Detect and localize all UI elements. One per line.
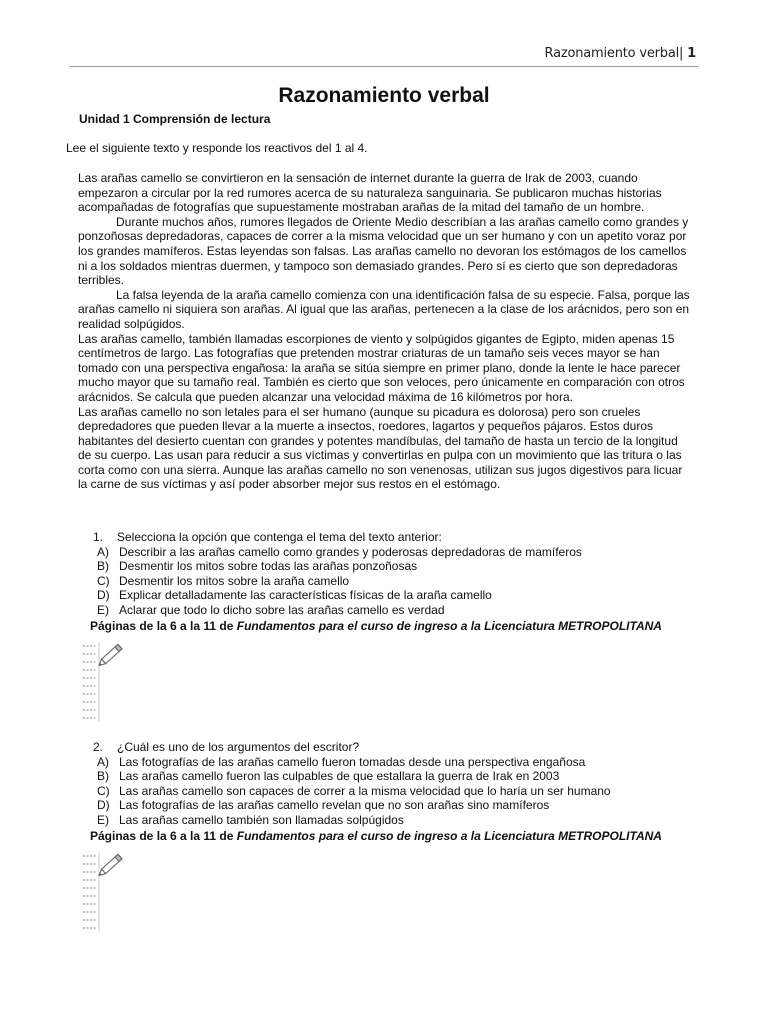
option-letter: A) [97, 754, 109, 769]
reading-paragraph: Las arañas camello, también llamadas escorpiones de viento y solpúgidos gigantes de Egipto, miden apenas 15 centímetros de largo. Las fotografías que pretenden mostrar criaturas de un tamaño seis veces mayor se han tomado con una perspectiva engañosa: la araña se sitúa siempre en primer plano, donde la lente le hace parecer mucho mayor que su tamaño real. También es cierto que son veloces, pero únicamente en comparación con otros arácnidos. Se calcula que pueden alcanzar una velocidad máxima de 16 kilómetros por hora. [78, 331, 685, 404]
notepad-pencil-icon [80, 848, 130, 934]
option-text: Describir a las arañas camello como grandes y poderosas depredadoras de mamíferos [119, 544, 582, 559]
answer-option[interactable] [90, 769, 710, 784]
option-text: Las fotografías de las arañas camello revelan que no son arañas sino mamíferos [119, 798, 550, 813]
question-text: ¿Cuál es uno de los argumentos del escritor? [117, 740, 360, 754]
question-number: 1. [93, 530, 104, 544]
options-list [90, 545, 710, 618]
reading-paragraph: Las arañas camello no son letales para el ser humano (aunque su picadura es dolorosa) pero son crueles depredadores que pueden llevar a la muerte a insectos, roedores, lagartos y pequeños pájaros. Estos duros habitantes del desierto cuentan con grandes y potentes mandíbulas, del tamaño de hasta un tercio de la longitud de su cuerpo. Las usan para reducir a sus víctimas y convertirlas en pulpa con un movimiento que las tritura o las corta como con una sierra. Aunque las arañas camello no son venenosas, utilizan sus jugos digestivos para licuar la carne de sus víctimas y así poder absorber mejor sus restos en el estómago. [78, 404, 683, 492]
document-title: Razonamiento verbal [278, 84, 490, 107]
options-list [90, 755, 710, 828]
answer-option[interactable] [90, 603, 710, 618]
answer-option[interactable] [90, 545, 710, 560]
answer-option[interactable] [90, 588, 710, 603]
question-stem [90, 530, 710, 545]
option-letter: C) [97, 573, 110, 588]
option-letter: A) [97, 544, 109, 559]
option-letter: D) [97, 588, 110, 603]
question-1 [90, 530, 710, 633]
option-text: Aclarar que todo lo dicho sobre las arañas camello es verdad [119, 602, 445, 617]
option-text: Desmentir los mitos sobre la araña camello [119, 573, 350, 588]
running-header [545, 46, 696, 61]
option-text: Desmentir los mitos sobre todas las arañas ponzoñosas [119, 559, 418, 574]
reading-paragraph: La falsa leyenda de la araña camello comienza con una identificación falsa de su especie. Falsa, porque las arañas camello ni siquiera son arañas. Al igual que las arañas, pertenecen a la clase de los arácnidos, pero son en realidad solpúgidos. [78, 287, 690, 331]
question-stem [90, 740, 710, 755]
option-letter: E) [97, 812, 109, 827]
unit-heading: Unidad 1 Comprensión de lectura [79, 112, 271, 126]
reference-prefix: Páginas de la 6 a la 11 de [90, 618, 237, 633]
question-2 [90, 740, 710, 843]
option-text: Las fotografías de las arañas camello fueron tomadas desde una perspectiva engañosa [119, 754, 586, 769]
header-divider [70, 66, 698, 67]
question-text: Selecciona la opción que contenga el tema del texto anterior: [117, 530, 442, 544]
option-letter: D) [97, 798, 110, 813]
answer-option[interactable] [90, 559, 710, 574]
reference-note [90, 829, 710, 844]
option-text: Las arañas camello fueron las culpables de que estallara la guerra de Irak en 2003 [119, 769, 560, 784]
option-letter: B) [97, 559, 109, 574]
running-header-label: Razonamiento verbal [544, 46, 680, 61]
option-text: Explicar detalladamente las características físicas de la araña camello [119, 588, 492, 603]
reading-paragraph: Durante muchos años, rumores llegados de Oriente Medio describían a las arañas camello como grandes y ponzoñosas depredadoras, capaces de correr a la misma velocidad que un ser humano y con un apetito voraz por los grandes mamíferos. Estas leyendas son falsas. Las arañas camello no devoran los estómagos de los camellos ni a los soldados mientras duermen, y tampoco son demasiado grandes. Pero sí es cierto que son depredadoras terribles. [78, 214, 689, 288]
reference-book-title: Fundamentos para el curso de ingreso a la Licenciatura METROPOLITANA [236, 618, 662, 633]
reference-prefix: Páginas de la 6 a la 11 de [90, 828, 237, 843]
option-letter: E) [97, 602, 109, 617]
reference-book-title: Fundamentos para el curso de ingreso a la Licenciatura METROPOLITANA [236, 828, 662, 843]
option-text: Las arañas camello son capaces de correr a la misma velocidad que lo haría un ser humano [119, 783, 611, 798]
answer-option[interactable] [90, 574, 710, 589]
reference-note [90, 619, 710, 634]
option-letter: C) [97, 783, 110, 798]
question-number: 2. [93, 740, 104, 754]
running-header-separator: | [679, 46, 684, 61]
reading-passage [78, 171, 692, 492]
answer-option[interactable] [90, 813, 710, 828]
instructions-text: Lee el siguiente texto y responde los reactivos del 1 al 4. [66, 141, 368, 155]
page-number: 1 [687, 46, 696, 61]
answer-option[interactable] [90, 784, 710, 799]
notepad-pencil-icon [80, 638, 130, 724]
option-letter: B) [97, 769, 109, 784]
answer-option[interactable] [90, 798, 710, 813]
answer-option[interactable] [90, 755, 710, 770]
reading-paragraph: Las arañas camello se convirtieron en la sensación de internet durante la guerra de Irak de 2003, cuando empezaron a circular por la red rumores acerca de su naturaleza sanguinaria. Se publicaron muchas historias acompañadas de fotografías que supuestamente mostraban arañas de la mitad del tamaño de un hombre. [78, 171, 662, 215]
option-text: Las arañas camello también son llamadas solpúgidos [119, 812, 404, 827]
